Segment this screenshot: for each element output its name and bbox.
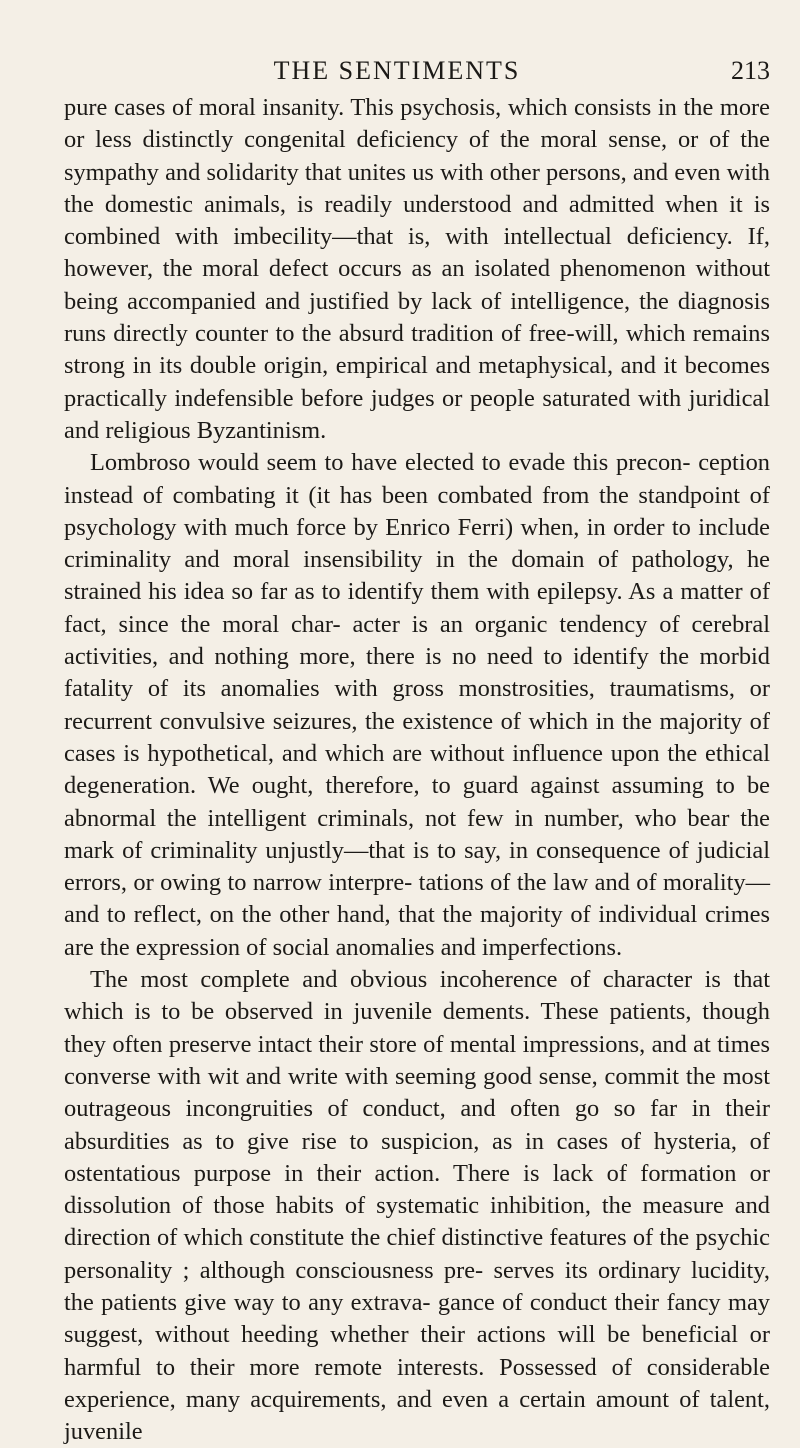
running-head: THE SENTIMENTS xyxy=(273,56,521,85)
paragraph: The most complete and obvious incoherence of character is that which is to be observed in juvenile dements. These patients, though they often preserve intact their store of mental impressions, and at times converse with wit and write with seeming good sense, commit the most outrageous incongruities of conduct, and often go so far in their absurdities as to give rise to suspicion, as in cases of hysteria, of ostentatious purpose in their action. There is lack of formation or dissolution of those habits of systematic inhibition, the measure and direction of which constitute the chief distinctive features of the psychic personality ; although consciousness pre- serves its ordinary lucidity, the patients give way to any extrava- gance of conduct their fancy may suggest, without heeding whether their actions will be beneficial or harmful to their more remote interests. Possessed of considerable experience, many acquirements, and even a certain amount of talent, juvenile xyxy=(64,966,770,1446)
paragraph: Lombroso would seem to have elected to evade this precon- ception instead of combating it (it has been combated from the standpoint of psychology with much force by Enrico Ferri) when, in order to include criminality and moral insensibility in the domain of pathology, he strained his idea so far as to identify them with epilepsy. As a matter of fact, since the moral char- acter is an organic tendency of cerebral activities, and nothing more, there is no need to identify the morbid fatality of its anomalies with gross monstrosities, traumatisms, or recurrent convulsive seizures, the existence of which in the majority of cases is hypothetical, and which are without influence upon the ethical degeneration. We ought, therefore, to guard against assuming to be abnormal the intelligent criminals, not few in number, who bear the mark of criminality unjustly—that is to say, in consequence of judicial errors, or owing to narrow interpre- tations of the law and of morality—and to reflect, on the other hand, that the majority of individual crimes are the expression of social anomalies and imperfections. xyxy=(64,449,770,961)
paragraph: pure cases of moral insanity. This psychosis, which consists in the more or less distinctly congenital deficiency of the moral sense, or of the sympathy and solidarity that unites us with other persons, and even with the domestic animals, is readily understood and admitted when it is combined with imbecility—that is, with intellectual deficiency. If, however, the moral defect occurs as an isolated phenomenon without being accompanied and justified by lack of intelligence, the diagnosis runs directly counter to the absurd tradition of free-will, which remains strong in its double origin, empirical and metaphysical, and it becomes practically indefensible before judges or people saturated with juridical and religious Byzantinism. xyxy=(64,94,770,444)
body-text xyxy=(64,92,770,1448)
page-header xyxy=(64,0,770,92)
page-number: 213 xyxy=(731,56,770,85)
